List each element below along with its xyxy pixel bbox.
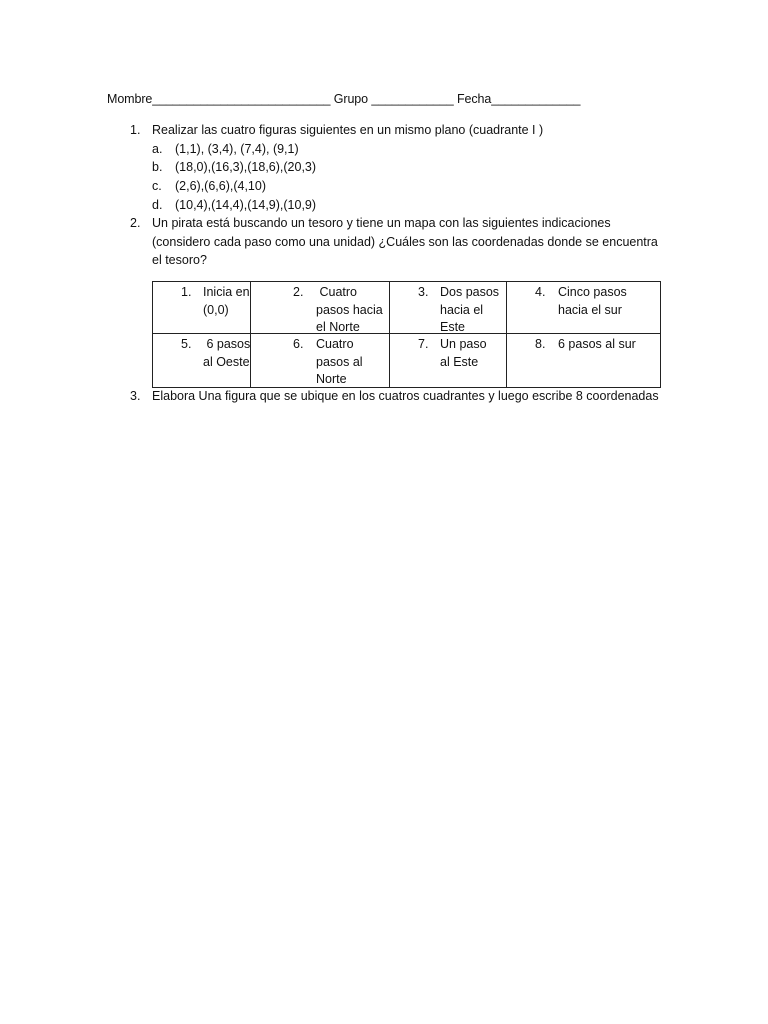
step-number: 1.: [181, 285, 192, 299]
item-letter: d.: [152, 197, 163, 212]
step-line: Dos pasos: [440, 285, 500, 299]
table-row: [153, 334, 661, 388]
table-cell: [390, 282, 507, 334]
step-line: Cuatro: [316, 337, 354, 351]
step-line: Inicia en: [203, 285, 250, 299]
steps-table: [152, 281, 661, 388]
table-cell: [507, 334, 661, 388]
step-number: 7.: [418, 337, 429, 351]
step-line: Norte: [316, 372, 347, 386]
step-line: al Oeste: [203, 354, 250, 369]
question-3: [130, 387, 690, 406]
step-line: pasos hacia: [316, 302, 383, 317]
list-item: [130, 177, 670, 196]
question-number: 2.: [130, 216, 141, 230]
step-line: pasos al: [316, 354, 363, 369]
item-letter: c.: [152, 179, 162, 194]
step-line: Este: [440, 320, 466, 334]
question-number: 3.: [130, 389, 141, 403]
step-number: 5.: [181, 337, 192, 351]
item-letter: b.: [152, 160, 163, 175]
step-line: el Norte: [316, 320, 360, 334]
step-number: 4.: [535, 285, 546, 299]
table-cell: [153, 334, 251, 388]
question-1: [130, 121, 670, 214]
table-row: [153, 282, 661, 334]
list-item: [130, 140, 670, 159]
step-line: 6 pasos al sur: [558, 337, 636, 351]
table-cell: [153, 282, 251, 334]
step-number: 3.: [418, 285, 429, 299]
table-cell: [251, 334, 390, 388]
step-line: (0,0): [203, 302, 229, 317]
question-text: Elabora Una figura que se ubique en los cuatros cuadrantes y luego escribe 8 coordenadas: [152, 389, 659, 403]
step-line: hacia el sur: [558, 302, 622, 317]
step-line: al Este: [440, 354, 479, 369]
question-line: (considero cada paso como una unidad) ¿Cuáles son las coordenadas donde se encuentra: [152, 234, 658, 249]
table-cell: [507, 282, 661, 334]
question-text: [152, 214, 670, 270]
step-line: 6 pasos: [203, 337, 251, 351]
step-line: Un paso: [440, 337, 487, 351]
step-number: 6.: [293, 337, 304, 351]
coordinate-list: (1,1), (3,4), (7,4), (9,1): [175, 141, 299, 156]
item-letter: a.: [152, 141, 163, 156]
coordinate-list: (2,6),(6,6),(4,10): [175, 179, 267, 194]
list-item: [130, 158, 670, 177]
list-item: [130, 196, 670, 215]
step-number: 8.: [535, 337, 546, 351]
question-text: Realizar las cuatro figuras siguientes en un mismo plano (cuadrante I ): [152, 123, 544, 137]
question-line: el tesoro?: [152, 253, 207, 268]
coordinate-list: (18,0),(16,3),(18,6),(20,3): [175, 160, 317, 175]
coordinate-list: (10,4),(14,4),(14,9),(10,9): [175, 197, 317, 212]
table-cell: [251, 282, 390, 334]
table-cell: [390, 334, 507, 388]
step-line: Cuatro: [316, 285, 357, 299]
question-line: Un pirata está buscando un tesoro y tiene un mapa con las siguientes indicaciones: [152, 216, 611, 230]
student-info-header: Mombre__________________________ Grupo ____________ Fecha_____________: [107, 92, 581, 106]
question-2: [130, 214, 670, 270]
step-number: 2.: [293, 285, 304, 299]
step-line: hacia el: [440, 302, 484, 317]
question-number: 1.: [130, 123, 141, 137]
step-line: Cinco pasos: [558, 285, 627, 299]
